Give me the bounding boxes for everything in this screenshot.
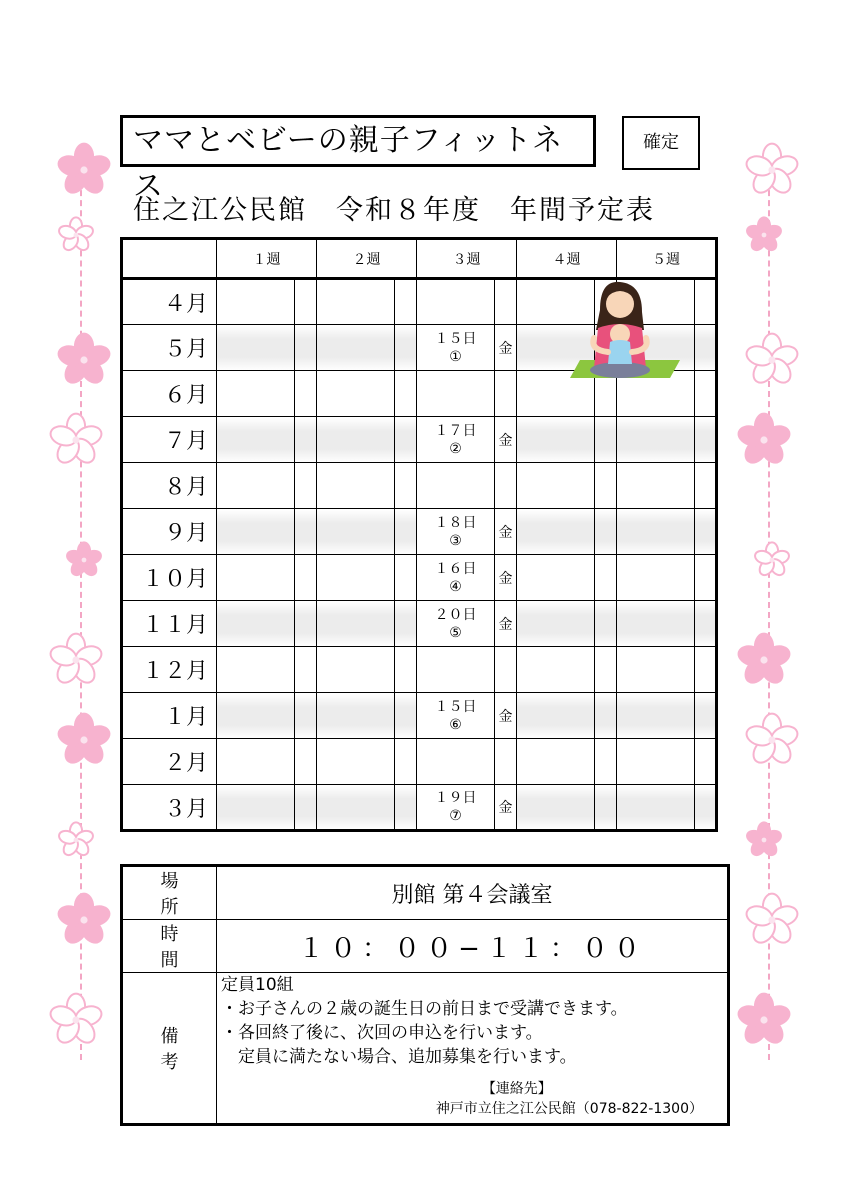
- week-header: ４週: [517, 239, 617, 279]
- session-date-cell: [417, 555, 495, 601]
- weekday-cell: [695, 279, 717, 325]
- month-label: ２月: [122, 739, 217, 785]
- month-row: [122, 785, 717, 831]
- session-date-cell: [417, 647, 495, 693]
- month-label: １１月: [122, 601, 217, 647]
- weekday-cell: [695, 463, 717, 509]
- month-row: [122, 647, 717, 693]
- week-cell: [517, 739, 595, 785]
- month-label: ６月: [122, 371, 217, 417]
- session-weekday: [495, 739, 517, 785]
- weekday-cell: [395, 555, 417, 601]
- sakura-flower-icon: [48, 414, 104, 467]
- week-cell: [617, 555, 695, 601]
- page-subtitle: 住之江公民館 令和８年度 年間予定表: [133, 195, 655, 226]
- weekday-cell: [395, 693, 417, 739]
- session-date-cell: [417, 371, 495, 417]
- week-cell: [317, 601, 395, 647]
- session-number: ①: [449, 348, 462, 365]
- session-weekday: 金: [495, 509, 517, 555]
- month-label: ９月: [122, 509, 217, 555]
- session-weekday: 金: [495, 693, 517, 739]
- week-cell: [317, 647, 395, 693]
- week-cell: [317, 371, 395, 417]
- week-cell: [317, 279, 395, 325]
- time-label: 時間: [122, 920, 217, 973]
- page-title: ママとベビーの親子フィットネス: [120, 115, 596, 167]
- week-cell: [317, 693, 395, 739]
- week-cell: [517, 601, 595, 647]
- month-label: ５月: [122, 325, 217, 371]
- week-cell: [317, 463, 395, 509]
- contact-text: 神戸市立住之江公民館（078-822-1300）: [435, 1101, 703, 1117]
- week-cell: [217, 555, 295, 601]
- sakura-flower-icon: [736, 994, 792, 1047]
- week-cell: [517, 417, 595, 463]
- session-date-cell: [417, 279, 495, 325]
- week-cell: [217, 371, 295, 417]
- weekday-cell: [595, 647, 617, 693]
- place-label: 場所: [122, 866, 217, 920]
- week-cell: [317, 509, 395, 555]
- week-cell: [517, 647, 595, 693]
- sakura-flower-icon: [56, 714, 112, 767]
- weekday-cell: [595, 601, 617, 647]
- left-sakura-border-icon: [30, 140, 130, 1060]
- session-number: ⑤: [449, 624, 462, 641]
- notes-label: 備考: [122, 973, 217, 1125]
- sakura-flower-icon: [56, 144, 112, 197]
- weekday-cell: [395, 509, 417, 555]
- session-number: ⑥: [449, 716, 462, 733]
- session-day: １８日: [434, 514, 477, 531]
- weekday-cell: [695, 739, 717, 785]
- month-label: ７月: [122, 417, 217, 463]
- week-header: ２週: [317, 239, 417, 279]
- right-sakura-border-icon: [718, 140, 818, 1060]
- contact-block: [436, 1079, 703, 1119]
- sakura-flower-icon: [48, 994, 104, 1047]
- weekday-cell: [595, 509, 617, 555]
- week-cell: [217, 785, 295, 831]
- weekday-cell: [295, 417, 317, 463]
- weekday-cell: [395, 279, 417, 325]
- contact-heading: 【連絡先】: [481, 1081, 552, 1097]
- month-row: [122, 693, 717, 739]
- weekday-cell: [595, 463, 617, 509]
- session-weekday: 金: [495, 325, 517, 371]
- month-row: [122, 463, 717, 509]
- session-weekday: [495, 279, 517, 325]
- week-cell: [617, 785, 695, 831]
- week-cell: [517, 555, 595, 601]
- notes-line: 定員に満たない場合、追加募集を行います。: [221, 1047, 577, 1067]
- session-date-cell: [417, 509, 495, 555]
- sakura-flower-icon: [56, 894, 112, 947]
- session-weekday: 金: [495, 555, 517, 601]
- weekday-cell: [295, 739, 317, 785]
- sakura-flower-icon: [744, 894, 800, 947]
- session-weekday: 金: [495, 417, 517, 463]
- session-day: １６日: [434, 560, 477, 577]
- sakura-flower-icon: [753, 542, 790, 577]
- sakura-flower-icon: [744, 144, 800, 197]
- weekday-cell: [695, 647, 717, 693]
- weekday-cell: [595, 555, 617, 601]
- week-cell: [617, 739, 695, 785]
- session-day: ２０日: [434, 606, 477, 623]
- week-cell: [217, 463, 295, 509]
- session-date-cell: [417, 463, 495, 509]
- session-day: １５日: [434, 698, 477, 715]
- week-cell: [317, 555, 395, 601]
- week-cell: [617, 417, 695, 463]
- session-date-cell: [417, 417, 495, 463]
- session-day: １５日: [434, 330, 477, 347]
- month-label: １２月: [122, 647, 217, 693]
- month-row: [122, 739, 717, 785]
- weekday-cell: [595, 693, 617, 739]
- week-cell: [217, 279, 295, 325]
- weekday-cell: [595, 739, 617, 785]
- place-value: 別館 第４会議室: [217, 866, 729, 920]
- month-row: [122, 601, 717, 647]
- header-blank: [122, 239, 217, 279]
- month-row: [122, 417, 717, 463]
- status-badge: 確定: [622, 116, 700, 170]
- month-label: ３月: [122, 785, 217, 831]
- week-header: １週: [217, 239, 317, 279]
- notes-line: 定員10組: [221, 975, 294, 995]
- session-number: ⑦: [449, 808, 462, 824]
- time-value: １０：００−１１：００: [217, 920, 729, 973]
- month-label: １月: [122, 693, 217, 739]
- weekday-cell: [695, 371, 717, 417]
- session-weekday: [495, 647, 517, 693]
- week-cell: [217, 647, 295, 693]
- week-cell: [217, 325, 295, 371]
- sakura-flower-icon: [745, 822, 782, 857]
- weekday-cell: [295, 601, 317, 647]
- month-label: ８月: [122, 463, 217, 509]
- weekday-cell: [295, 463, 317, 509]
- week-cell: [217, 693, 295, 739]
- month-label: ４月: [122, 279, 217, 325]
- session-date-cell: [417, 693, 495, 739]
- notes-value: [217, 973, 729, 1125]
- week-cell: [317, 325, 395, 371]
- week-cell: [617, 647, 695, 693]
- week-cell: [217, 739, 295, 785]
- weekday-cell: [295, 279, 317, 325]
- week-cell: [317, 739, 395, 785]
- weekday-cell: [595, 417, 617, 463]
- session-weekday: 金: [495, 601, 517, 647]
- session-weekday: [495, 371, 517, 417]
- week-cell: [617, 601, 695, 647]
- weekday-cell: [395, 647, 417, 693]
- weekday-cell: [395, 601, 417, 647]
- info-table: [120, 864, 730, 1126]
- weekday-cell: [695, 325, 717, 371]
- weekday-cell: [395, 463, 417, 509]
- week-cell: [617, 693, 695, 739]
- weekday-cell: [395, 739, 417, 785]
- session-day: １７日: [434, 422, 477, 439]
- sakura-flower-icon: [57, 217, 94, 252]
- month-label: １０月: [122, 555, 217, 601]
- sakura-flower-icon: [736, 414, 792, 467]
- session-number: ③: [449, 532, 462, 549]
- session-date-cell: [417, 739, 495, 785]
- session-weekday: 金: [495, 785, 517, 831]
- week-cell: [217, 509, 295, 555]
- sakura-flower-icon: [65, 542, 102, 577]
- week-cell: [517, 463, 595, 509]
- week-header-row: [122, 239, 717, 279]
- weekday-cell: [295, 785, 317, 831]
- session-number: ②: [449, 440, 462, 457]
- weekday-cell: [395, 785, 417, 831]
- sakura-flower-icon: [736, 634, 792, 687]
- weekday-cell: [295, 693, 317, 739]
- week-cell: [617, 509, 695, 555]
- weekday-cell: [695, 785, 717, 831]
- sakura-flower-icon: [744, 334, 800, 387]
- week-cell: [517, 693, 595, 739]
- session-date-cell: [417, 325, 495, 371]
- weekday-cell: [695, 417, 717, 463]
- mother-and-baby-icon: [560, 280, 680, 380]
- week-cell: [617, 463, 695, 509]
- weekday-cell: [295, 325, 317, 371]
- session-date-cell: [417, 785, 495, 831]
- weekday-cell: [695, 693, 717, 739]
- sakura-flower-icon: [48, 634, 104, 687]
- week-header: ３週: [417, 239, 517, 279]
- session-day: １９日: [434, 790, 477, 806]
- weekday-cell: [295, 371, 317, 417]
- week-cell: [517, 785, 595, 831]
- sakura-flower-icon: [57, 822, 94, 857]
- weekday-cell: [595, 785, 617, 831]
- notes-line: ・お子さんの２歳の誕生日の前日まで受講できます。: [221, 999, 628, 1019]
- session-number: ④: [449, 578, 462, 595]
- weekday-cell: [295, 647, 317, 693]
- weekday-cell: [695, 555, 717, 601]
- session-weekday: [495, 463, 517, 509]
- weekday-cell: [295, 555, 317, 601]
- week-cell: [517, 509, 595, 555]
- weekday-cell: [395, 371, 417, 417]
- week-cell: [217, 417, 295, 463]
- weekday-cell: [295, 509, 317, 555]
- month-row: [122, 555, 717, 601]
- notes-line: ・各回終了後に、次回の申込を行います。: [221, 1023, 543, 1043]
- week-cell: [217, 601, 295, 647]
- week-cell: [317, 785, 395, 831]
- sakura-flower-icon: [744, 714, 800, 767]
- sakura-flower-icon: [745, 217, 782, 252]
- week-cell: [317, 417, 395, 463]
- month-row: [122, 509, 717, 555]
- sakura-flower-icon: [56, 334, 112, 387]
- week-header: ５週: [617, 239, 717, 279]
- weekday-cell: [695, 601, 717, 647]
- weekday-cell: [395, 417, 417, 463]
- weekday-cell: [695, 509, 717, 555]
- session-date-cell: [417, 601, 495, 647]
- weekday-cell: [395, 325, 417, 371]
